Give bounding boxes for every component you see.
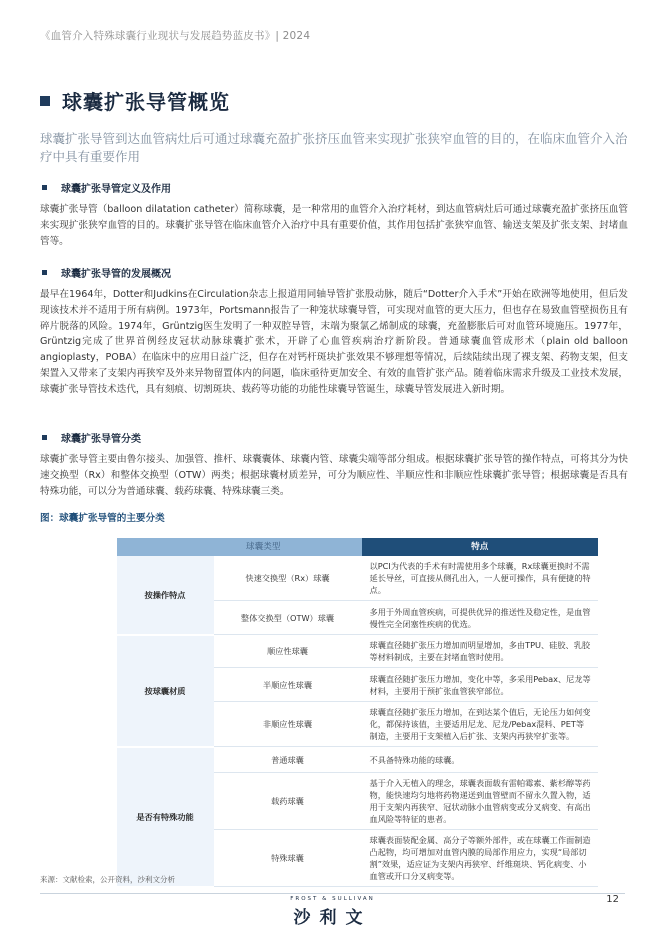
feature-cell: 球囊表面装配金属、高分子等额外部件，或在球囊工作面制造凸起物，均可增加对血管内膜的局部作用应力，实现“局部切割”效果，适应证为支架内再狭窄、纤维斑块、钙化病变、小血管或开口分叉病变等。 <box>362 830 599 887</box>
figure-caption: 图：球囊扩张导管的主要分类 <box>40 513 165 524</box>
bullet-square-icon <box>42 185 47 190</box>
table-row <box>117 635 599 668</box>
table-row <box>117 747 599 773</box>
paragraph-classification: 球囊扩张导管主要由鲁尔接头、加强管、推杆、球囊囊体、球囊内管、球囊尖端等部分组成。根据球囊扩张导管的操作特点，可将其分为快速交换型（Rx）和整体交换型（OTW）两类；根据球囊材质差异，可分为顺应性、半顺应性和非顺应性球囊扩张导管；根据球囊是否具有特殊功能，可以分为普通球囊、载药球囊、特殊球囊三类。 <box>40 454 628 497</box>
group-cell: 是否有特殊功能 <box>117 747 214 887</box>
subheading-text: 球囊扩张导管分类 <box>61 434 141 445</box>
logo-english: FROST & SULLIVAN <box>290 896 375 902</box>
type-cell: 载药球囊 <box>214 773 362 830</box>
column-header-type: 球囊类型 <box>117 538 362 556</box>
bullet-square-icon <box>42 435 47 440</box>
subheading-text: 球囊扩张导管的发展概况 <box>61 269 171 280</box>
section-title <box>40 86 230 115</box>
feature-cell: 球囊直径随扩张压力增加，变化中等，多采用Pebax、尼龙等材料，主要用于预扩张血管狭窄部位。 <box>362 668 599 702</box>
type-cell: 非顺应性球囊 <box>214 702 362 747</box>
group-cell: 按操作特点 <box>117 556 214 635</box>
table-header-row <box>117 538 599 556</box>
feature-cell: 球囊直径随扩张压力增加，在到达某个值后，无论压力如何变化，都保持该值，主要适用尼龙、尼龙/Pebax混料、PET等制造，主要用于支架植入后扩张、支架内再狭窄扩张等。 <box>362 702 599 747</box>
paragraph-definition: 球囊扩张导管（balloon dilatation catheter）简称球囊，是一种常用的血管介入治疗耗材，到达血管病灶后可通过球囊充盈扩张挤压血管来实现扩张狭窄血管的目的。球囊扩张导管在临床血管介入治疗中具有重要价值，其作用包括扩张狭窄血管、输送支架及扩张支架、封堵血管等。 <box>40 204 628 247</box>
feature-cell: 以PCI为代表的手术有时需使用多个球囊，Rx球囊更换时不需延长导丝，可直接从侧孔出入，一人便可操作，具有便捷的特点。 <box>362 556 599 601</box>
section-lead: 球囊扩张导管到达血管病灶后可通过球囊充盈扩张挤压血管来实现扩张狭窄血管的目的，在临床血管介入治疗中具有重要作用 <box>40 131 628 164</box>
feature-cell: 不具备特殊功能的球囊。 <box>362 747 599 773</box>
type-cell: 整体交换型（OTW）球囊 <box>214 601 362 635</box>
group-cell: 按球囊材质 <box>117 635 214 747</box>
paragraph-history: 最早在1964年，Dotter和Judkins在Circulation杂志上报道用同轴导管扩张股动脉，随后“Dotter介入手术”开始在欧洲等地使用，但后发现该技术并不适用于所有病例。1973年，Portsmann报告了一种笼状球囊导管，可实现对血管的更大压力，但也存在易致血管壁损伤且有碎片脱落的风险。1974年，Grüntzig医生发明了一种双腔导管，末端为聚氯乙烯制成的球囊，充盈膨胀后可对血管环境施压。1977年，Grüntzig完成了世界首例经皮冠状动脉球囊扩张术，开辟了心血管疾病治疗新阶段。普通球囊血管成形术（plain old balloon angioplasty，POBA）在临床中的应用日益广泛，但存在对钙杆斑块扩张效果不够理想等情况，后续陆续出现了裸支架、药物支架，但支架置入又带来了支架内再狭窄及外来异物留置体内的问题，临床亟待更加安全、有效的血管扩张产品。随着临床需求升级及工业技术发展，球囊扩张导管技术迭代，具有刻痕、切割斑块、载药等功能的功能性球囊导管诞生，球囊导管发展进入新时期。 <box>40 289 628 395</box>
classification-table <box>68 538 598 888</box>
subheading-history <box>42 265 171 280</box>
feature-cell: 基于介入无植入的理念，球囊表面载有雷帕霉素、紫杉醇等药物，能快速均匀地将药物递送到血管壁而不留永久置入物，适用于支架内再狭窄、冠状动脉小血管病变或分叉病变、有高出血风险等特征的患者。 <box>362 773 599 830</box>
feature-cell: 多用于外周血管疾病，可提供优异的推送性及稳定性，是血管慢性完全闭塞性疾病的优选。 <box>362 601 599 635</box>
source-note: 来源：文献检索，公开资料，沙利文分析 <box>40 875 175 884</box>
type-cell: 顺应性球囊 <box>214 635 362 668</box>
subheading-text: 球囊扩张导管定义及作用 <box>61 184 171 195</box>
type-cell: 普通球囊 <box>214 747 362 773</box>
running-header: 《血管介入特殊球囊行业现状与发展趋势蓝皮书》| 2024 <box>40 30 311 42</box>
logo-chinese: 沙利文 <box>293 908 372 928</box>
feature-cell: 球囊直径随扩张压力增加而明显增加，多由TPU、硅胶、乳胶等材料制成，主要在封堵血管时使用。 <box>362 635 599 668</box>
bullet-square-icon <box>42 270 47 275</box>
subheading-definition <box>42 180 171 195</box>
subheading-classification <box>42 430 141 445</box>
table-row <box>117 556 599 601</box>
footer-logo <box>0 896 665 928</box>
type-cell: 特殊球囊 <box>214 830 362 887</box>
type-cell: 快速交换型（Rx）球囊 <box>214 556 362 601</box>
column-header-feature: 特点 <box>362 538 599 556</box>
page-number: 12 <box>606 894 619 905</box>
type-cell: 半顺应性球囊 <box>214 668 362 702</box>
section-title-text: 球囊扩张导管概览 <box>62 90 230 114</box>
footer-divider <box>40 893 625 894</box>
title-square-icon <box>40 96 50 106</box>
